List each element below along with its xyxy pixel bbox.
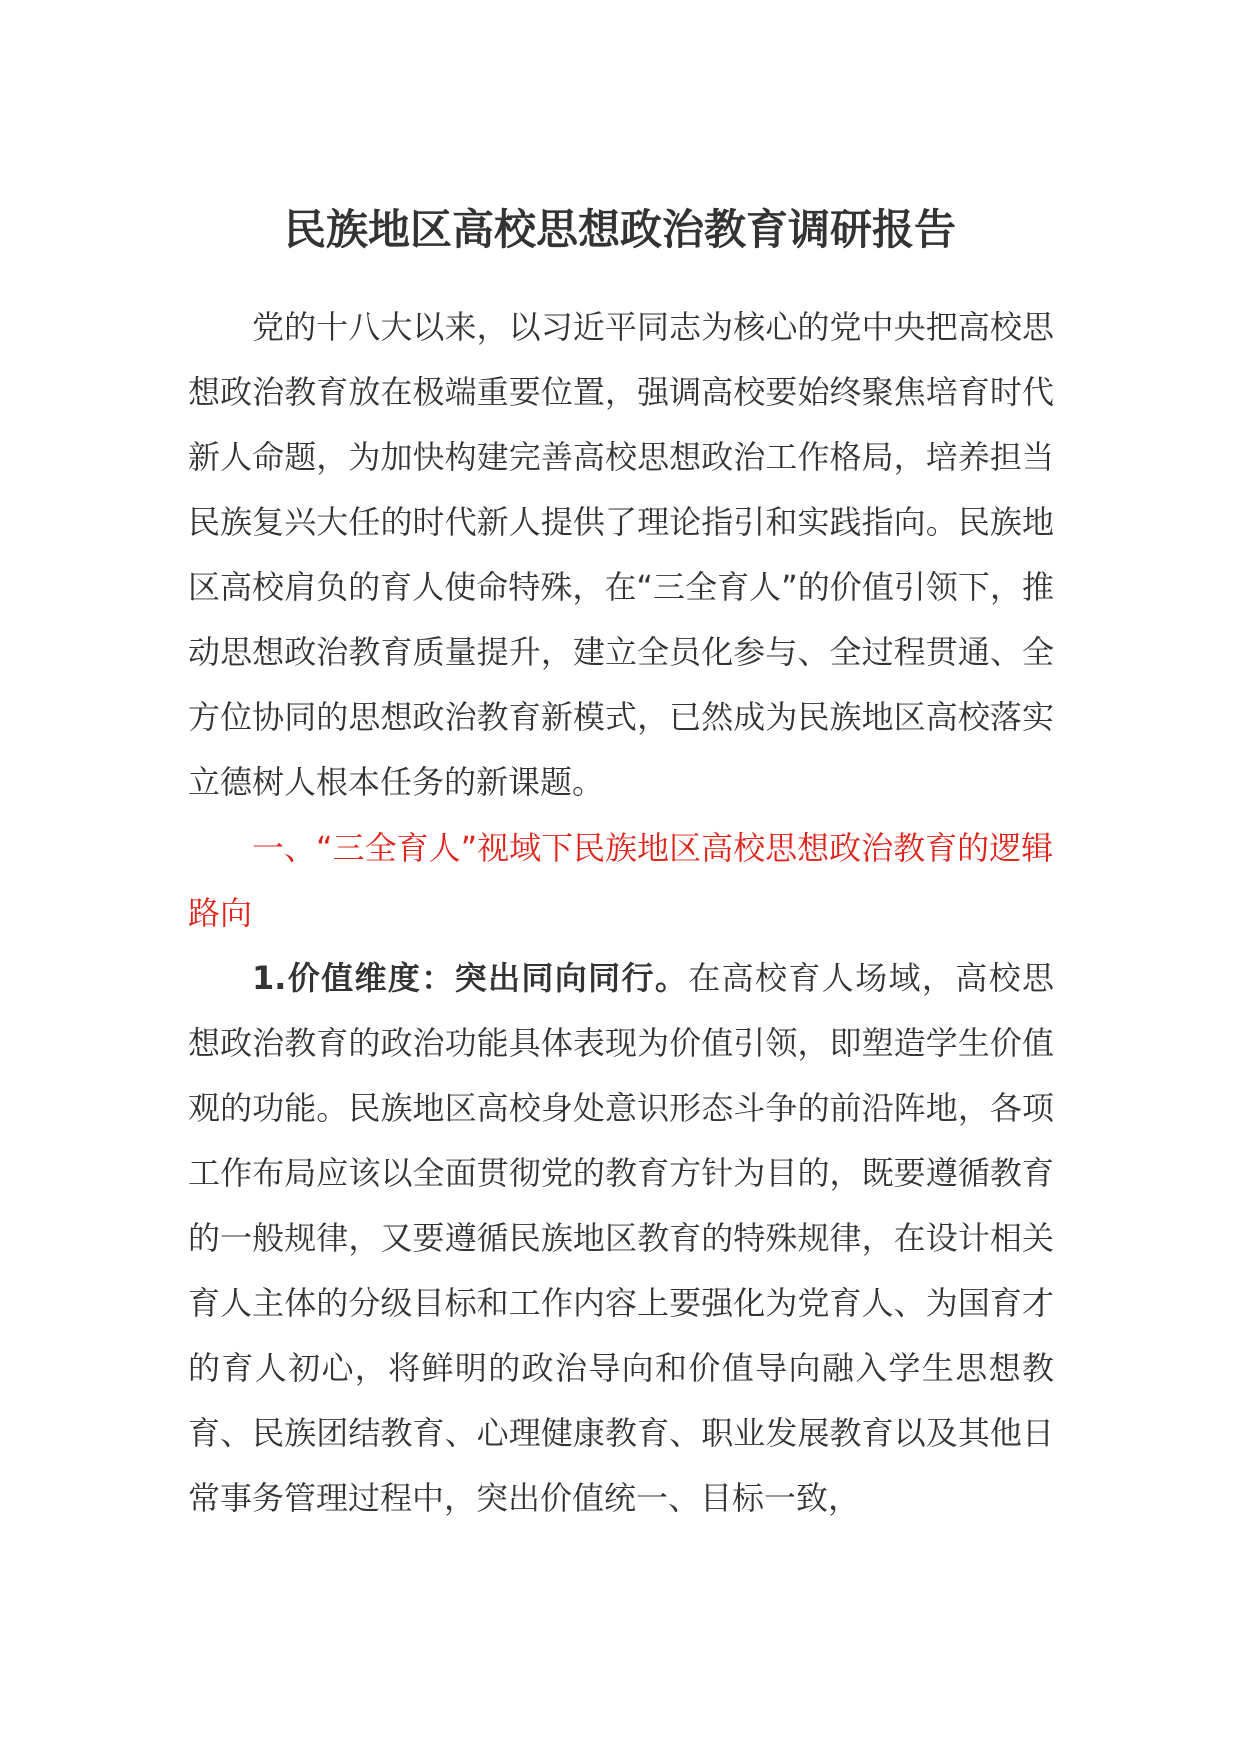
intro-paragraph: 党的十八大以来，以习近平同志为核心的党中央把高校思想政治教育放在极端重要位置，强调高校要始终聚焦培育时代新人命题，为加快构建完善高校思想政治工作格局，培养担当民族复兴大任的时代新人提供了理论指引和实践指向。民族地区高校肩负的育人使命特殊，在“三全育人”的价值引领下，推动思想政治教育质量提升，建立全员化参与、全过程贯通、全方位协同的思想政治教育新模式，已然成为民族地区高校落实立德树人根本任务的新课题。 xyxy=(188,308,1054,801)
subsection-text: 在高校育人场域，高校思想政治教育的政治功能具体表现为价值引领，即塑造学生价值观的功能。民族地区高校身处意识形态斗争的前沿阵地，各项工作布局应该以全面贯彻党的教育方针为目的，既要遵循教育的一般规律，又要遵循民族地区教育的特殊规律，在设计相关育人主体的分级目标和工作内容上要强化为党育人、为国育才的育人初心，将鲜明的政治导向和价值导向融入学生思想教育、民族团结教育、心理健康教育、职业发展教育以及其他日常事务管理过程中，突出价值统一、目标一致， xyxy=(188,959,1054,1517)
subsection-lead: 1.价值维度：突出同向同行。 xyxy=(252,959,689,997)
subsection-paragraph xyxy=(188,946,1054,1531)
section-heading: 一、“三全育人”视域下民族地区高校思想政治教育的逻辑路向 xyxy=(188,829,1054,932)
document-title: 民族地区高校思想政治教育调研报告 xyxy=(283,205,956,254)
